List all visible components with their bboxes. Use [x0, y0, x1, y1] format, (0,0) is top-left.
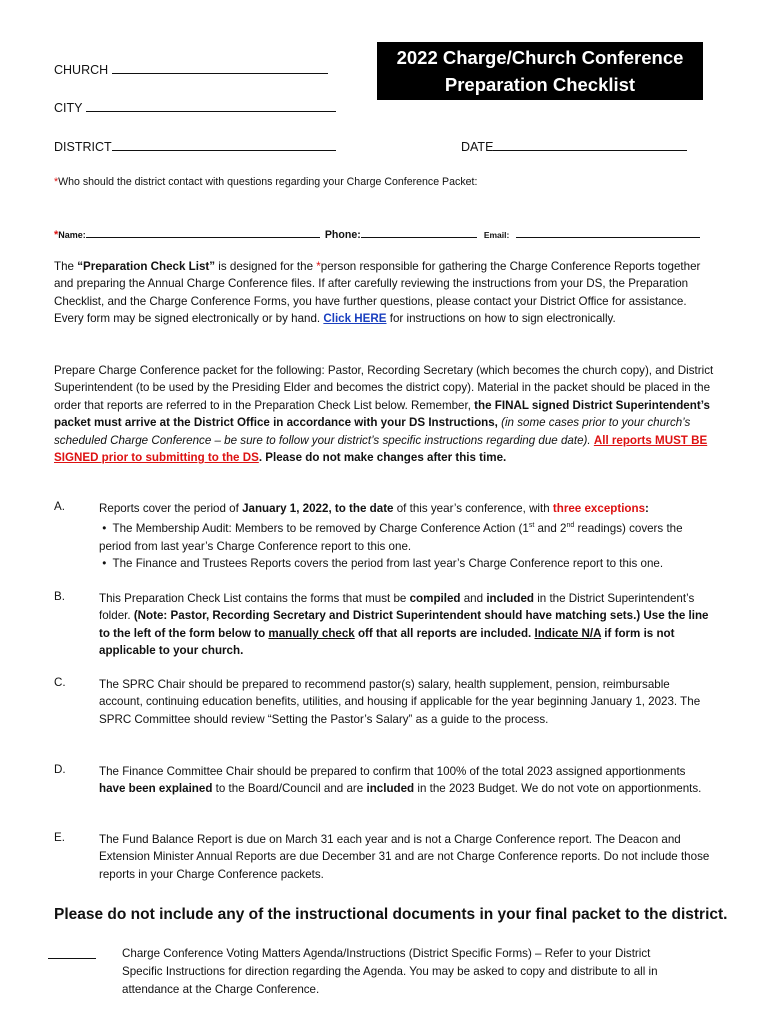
instructional-notice: Please do not include any of the instructional documents in your final packet to the district.: [54, 906, 728, 923]
item-a-bullet-2: • The Finance and Trustees Reports covers the period from last year’s Charge Conference report to this one.: [99, 557, 664, 571]
contact-fields: [54, 226, 700, 241]
item-a: Reports cover the period of January 1, 2022, to the date of this year’s conference, with three exceptions: • The Membership Audit: Members to be removed by Charge Conference Action (1st and 2nd readings) covers the period from last year’s Charge Conference report to this one. • The Finance and Trustees Reports covers the period from last year’s Charge Conference report to this one.: [99, 500, 715, 572]
phone-blank[interactable]: [361, 226, 477, 238]
click-here-link[interactable]: Click HERE: [323, 312, 387, 326]
item-e-letter: E.: [54, 831, 65, 844]
checklist-item-agenda: Charge Conference Voting Matters Agenda/Instructions (District Specific Forms) – Refer to your District Specific Instructions for direction regarding the Agenda. You may be asked to copy and distribute to all in attendance at the Charge Conference.: [122, 947, 658, 996]
church-blank[interactable]: [112, 62, 328, 74]
district-blank[interactable]: [112, 139, 336, 151]
contact-question-text: Who should the district contact with questions regarding your Charge Conference Packet:: [58, 176, 478, 188]
date-blank[interactable]: [493, 139, 687, 151]
item-c: The SPRC Chair should be prepared to recommend pastor(s) salary, health supplement, pension, reimbursable account, continuing education benefits, utilities, and housing if applicable for the year beginning January 1, 2023. The SPRC Committee should review “Setting the Pastor’s Salary” as a guide to the process.: [99, 678, 701, 726]
checklist-checkoff-line[interactable]: [48, 958, 96, 959]
date-label: DATE: [461, 140, 494, 154]
item-a-letter: A.: [54, 500, 65, 513]
email-blank[interactable]: [516, 226, 700, 238]
district-field[interactable]: [54, 139, 336, 154]
item-a-bullet-1: • The Membership Audit: Members to be removed by Charge Conference Action (1st and 2nd readings) covers the period from last year’s Charge Conference report to this one.: [99, 522, 683, 553]
name-asterisk: *: [54, 229, 59, 241]
item-e: The Fund Balance Report is due on March 31 each year and is not a Charge Conference report. The Deacon and Extension Minister Annual Reports are due December 31 and are not Charge Conference reports. Do not include those reports in your Charge Conference packets.: [99, 833, 710, 881]
item-b: This Preparation Check List contains the forms that must be compiled and included in the District Superintendent’s folder. (Note: Pastor, Recording Secretary and District Superintendent should have matching sets.) Use the line to the left of the form below to manually check off that all reports are included. Indicate N/A if form is not applicable to your church.: [99, 592, 709, 658]
name-label: Name:: [58, 230, 86, 240]
city-field[interactable]: [54, 100, 336, 115]
district-label: DISTRICT: [54, 140, 112, 154]
item-c-letter: C.: [54, 676, 66, 689]
document-title: [377, 42, 703, 100]
email-label: Email:: [483, 230, 510, 240]
phone-label: Phone:: [324, 229, 361, 241]
item-d: The Finance Committee Chair should be prepared to confirm that 100% of the total 2023 assigned apportionments have been explained to the Board/Council and are included in the 2023 Budget. We do not vote on apportionments.: [99, 765, 702, 796]
title-line-1: 2022 Charge/Church Conference: [396, 47, 684, 68]
date-field[interactable]: [461, 139, 687, 154]
contact-question: [54, 176, 477, 188]
church-label: CHURCH: [54, 63, 109, 77]
intro-paragraph-1: The “Preparation Check List” is designed for the *person responsible for gathering the Charge Conference Reports together and preparing the Annual Charge Conference files. If after carefully reviewing the instructions from your DS, the Preparation Checklist, and the Charge Conference Forms, you have further questions, please contact your District Office for assistance. Every form may be signed electronically or by hand. Click HERE for instructions on how to sign electronically.: [54, 260, 701, 326]
item-b-letter: B.: [54, 590, 65, 603]
item-d-letter: D.: [54, 763, 66, 776]
church-field[interactable]: [54, 62, 328, 77]
name-blank[interactable]: [86, 226, 320, 238]
city-blank[interactable]: [86, 100, 336, 112]
title-line-2: Preparation Checklist: [444, 74, 636, 95]
city-label: CITY: [54, 101, 83, 115]
asterisk: *: [54, 176, 59, 188]
must-be-signed-warning: All reports MUST BE SIGNED prior to submitting to the DS: [54, 433, 708, 465]
intro-paragraph-2: Prepare Charge Conference packet for the following: Pastor, Recording Secretary (which becomes the church copy), and District Superintendent (to be used by the Presiding Elder and becomes the district copy). Material in the packet should be placed in the order that reports are referred to in the Preparation Check List below. Remember, the FINAL signed District Superintendent’s packet must arrive at the District Office in accordance with your DS Instructions, (in some cases prior to your church’s scheduled Charge Conference – be sure to follow your district’s specific instructions regarding due date). All reports MUST BE SIGNED prior to submitting to the DS. Please do not make changes after this time.: [54, 364, 714, 465]
